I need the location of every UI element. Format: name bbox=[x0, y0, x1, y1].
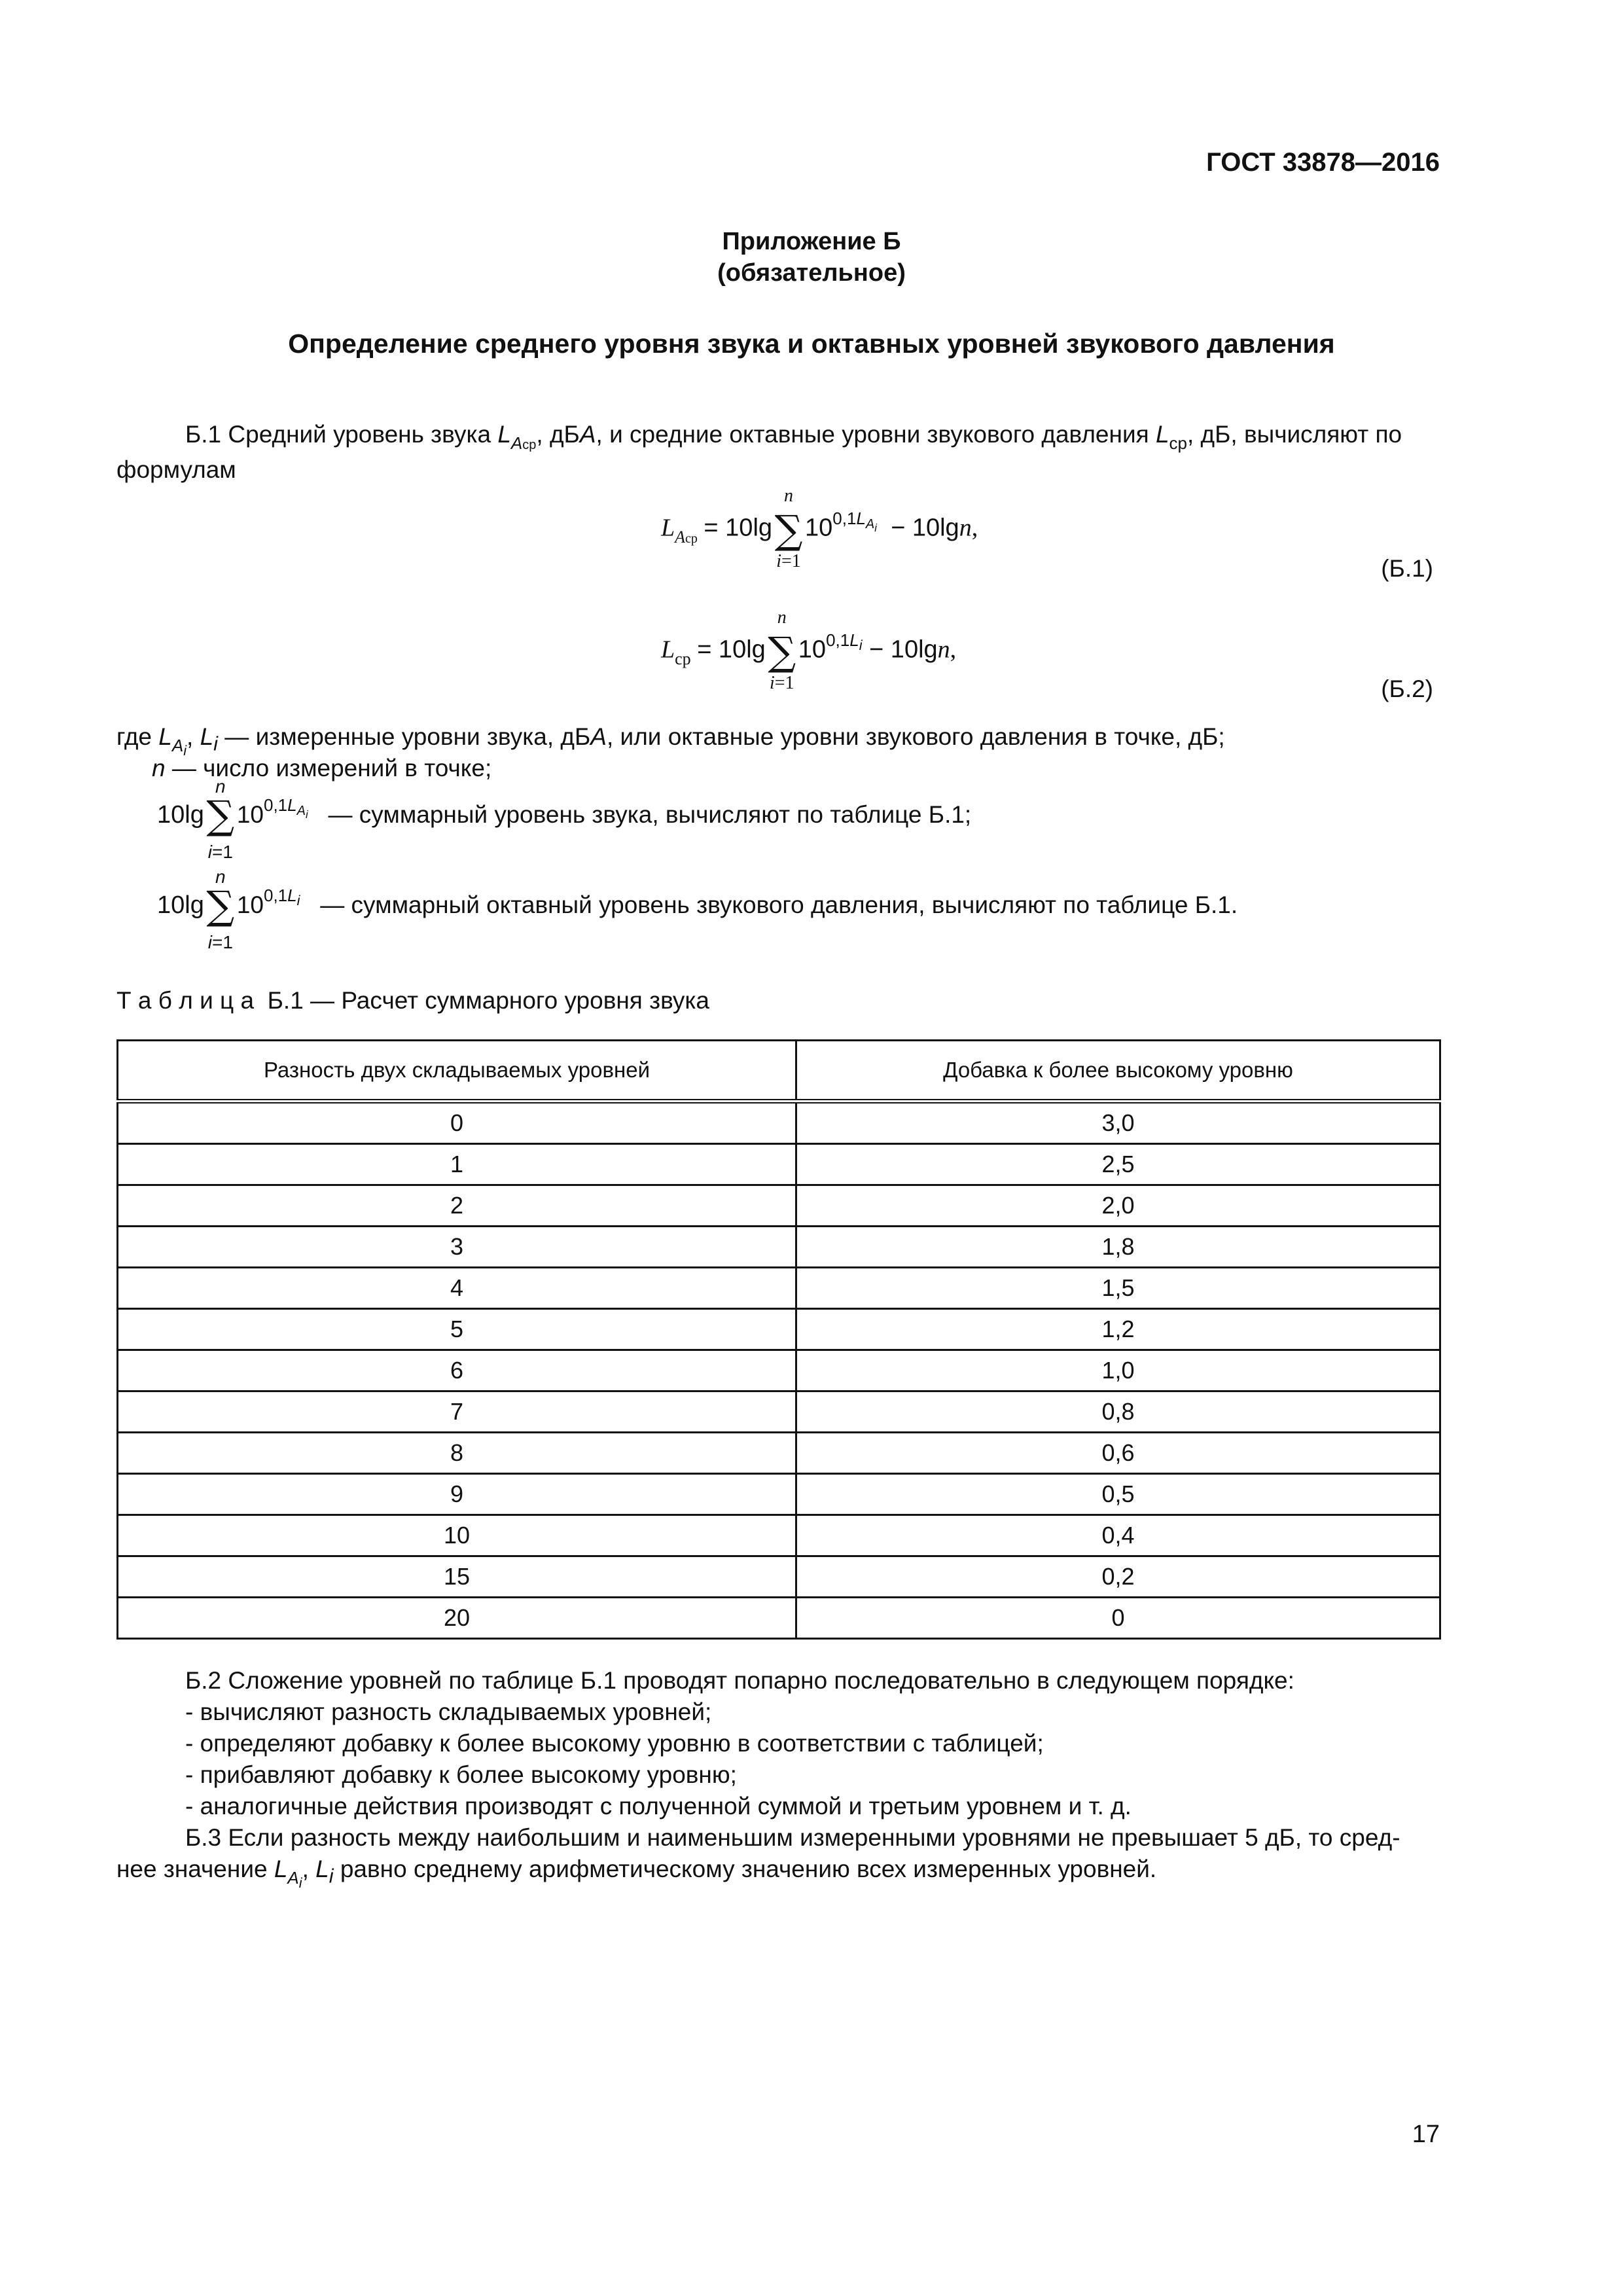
b1-text-4: , дБ, вычисляют по bbox=[1186, 421, 1402, 448]
formula-b1: $L_{Aср} = 10\lg$ n ∑ i=1 $10^{0,1L_{A_i}} - 10\lg n$, bbox=[661, 486, 978, 571]
table-row: 6 1,0 bbox=[118, 1350, 1440, 1391]
where-line-2: n — число измерений в точке; bbox=[152, 755, 492, 781]
formula-b1-number: (Б.1) bbox=[1381, 555, 1433, 582]
sum-icon: n ∑ i=1 bbox=[774, 486, 803, 571]
page-number: 17 bbox=[1412, 2121, 1440, 2148]
b1-text-5: формулам bbox=[116, 456, 236, 483]
b2-item: - прибавляют добавку к более высокому уровню; bbox=[185, 1761, 737, 1788]
appendix-title: Приложение Б bbox=[722, 228, 901, 255]
table-caption: Т а б л и ц а Б.1 — Расчет суммарного уровня звука bbox=[116, 987, 710, 1014]
table-row: 9 0,5 bbox=[118, 1474, 1440, 1515]
b1-text-3: , и средние октавные уровни звукового давления bbox=[596, 421, 1156, 448]
table-row: 3 1,8 bbox=[118, 1227, 1440, 1268]
appendix-status: (обязательное) bbox=[717, 259, 906, 287]
table-row: 1 2,5 bbox=[118, 1144, 1440, 1185]
b1-text-1: Б.1 Средний уровень звука bbox=[185, 421, 498, 448]
where-line-3: 10lg n ∑ i=1 $10^{0,1L_{A_i}}$ — суммарный уровень звука, вычисляют по таблице Б.1; bbox=[157, 776, 972, 862]
table-row: 10 0,4 bbox=[118, 1515, 1440, 1556]
table-row: 0 3,0 bbox=[118, 1102, 1440, 1144]
b2-item: - вычисляют разность складываемых уровней; bbox=[185, 1698, 712, 1725]
table-header-addition: Добавка к более высокому уровню bbox=[796, 1041, 1440, 1102]
table-row: 5 1,2 bbox=[118, 1309, 1440, 1350]
where-line-1: где $L_{A_i}$, $L_i$ — измеренные уровни звука, дБA, или октавные уровни звукового давления в точке, дБ; bbox=[116, 723, 1225, 759]
b2-item: - аналогичные действия производят с полученной суммой и третьим уровнем и т. д. bbox=[185, 1793, 1132, 1820]
sum-icon: n ∑ i=1 bbox=[206, 776, 235, 862]
table-row: 8 0,6 bbox=[118, 1433, 1440, 1474]
b1-text-2: , дБ bbox=[536, 421, 580, 448]
table-row: 20 0 bbox=[118, 1598, 1440, 1639]
section-title: Определение среднего уровня звука и октавных уровней звукового давления bbox=[288, 329, 1335, 359]
where-line-4: 10lg n ∑ i=1 $10^{0,1L_i}$ — суммарный октавный уровень звукового давления, вычисляют по таблице Б.1. bbox=[157, 867, 1238, 952]
sum-icon: n ∑ i=1 bbox=[768, 607, 796, 693]
b2-item: - определяют добавку к более высокому уровню в соответствии с таблицей; bbox=[185, 1730, 1044, 1757]
formula-b2: $L_{ср} = 10\lg$ n ∑ i=1 $10^{0,1L_i} - 10\lg n$, bbox=[661, 607, 957, 693]
table-row: 4 1,5 bbox=[118, 1268, 1440, 1309]
table-header-difference: Разность двух складываемых уровней bbox=[118, 1041, 796, 1102]
formula-b2-number: (Б.2) bbox=[1381, 675, 1433, 702]
table-row: 2 2,0 bbox=[118, 1185, 1440, 1227]
table-header-row bbox=[118, 1041, 1440, 1102]
paragraph-b1: Б.1 Средний уровень звука $L_{Aср}$, дБA, и средние октавные уровни звукового давления $L_{ср}$, дБ, вычисляют по формулам bbox=[116, 419, 1445, 486]
levels-table bbox=[116, 1039, 1441, 1640]
b2-intro: Б.2 Сложение уровней по таблице Б.1 проводят попарно последовательно в следующем порядке: bbox=[185, 1667, 1294, 1694]
paragraph-b3: Б.3 Если разность между наибольшим и наименьшим измеренными уровнями не превышает 5 дБ, то сред- нее значение $L_{A_i}$, $L_i$ равно среднему арифметическому значению всех измеренных уровней. bbox=[116, 1824, 1400, 1892]
paragraph-b2 bbox=[116, 1665, 1445, 1822]
document-id: ГОСТ 33878—2016 bbox=[1206, 148, 1440, 177]
table-row: 7 0,8 bbox=[118, 1391, 1440, 1433]
sum-icon: n ∑ i=1 bbox=[206, 867, 235, 952]
table-row: 15 0,2 bbox=[118, 1556, 1440, 1598]
